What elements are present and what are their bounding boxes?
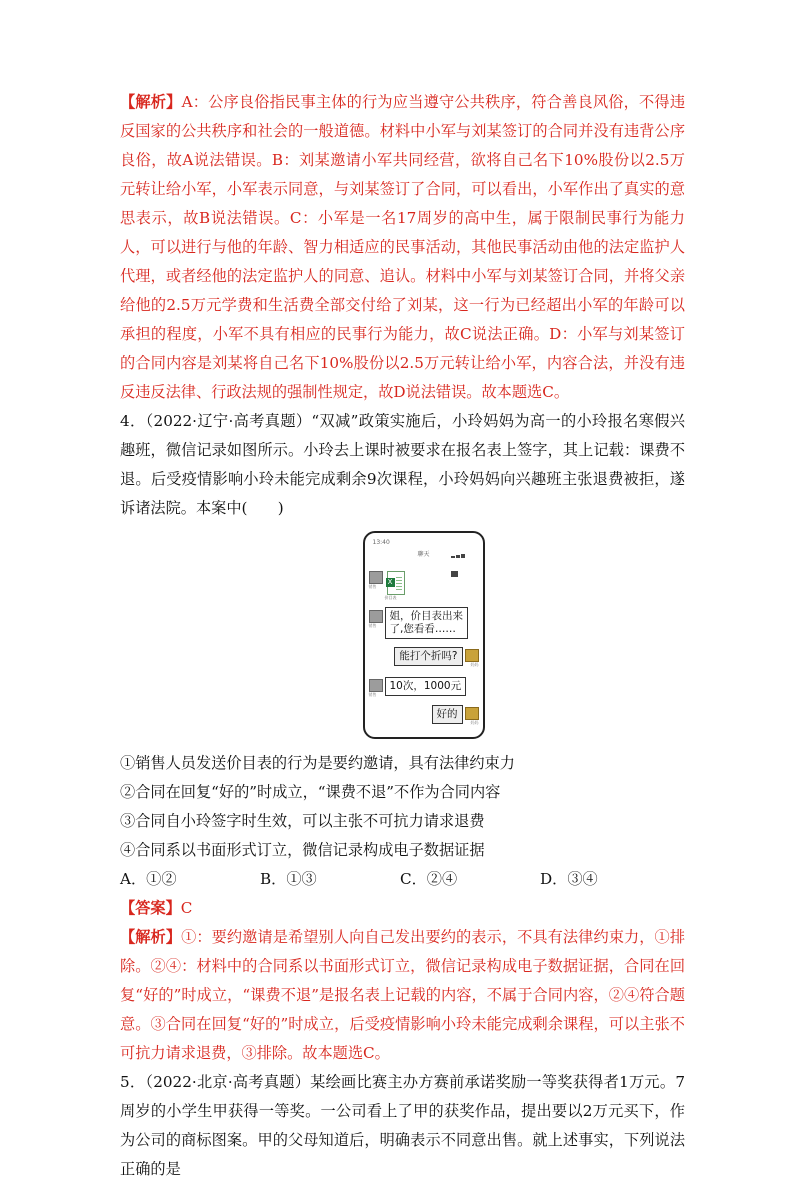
choice-c: C．②④ [400,870,458,888]
choice-a: A．①② [120,870,177,888]
statement: ②合同在回复“好的”时成立，“课费不退”不作为合同内容 [120,783,501,801]
contact-name: 销售 [368,623,377,628]
answer-value: C [180,899,193,917]
avatar [465,707,479,720]
avatar [465,649,479,662]
contact-name: 销售 [368,692,377,697]
chat-bubble: 能打个折吗? [394,647,462,666]
question-4-stem: 4．（2022·辽宁·高考真题）“双减”政策实施后，小玲妈妈为高一的小玲报名寒假兴趣班，微信记录如图所示。小玲去上课时被要求在报名表上签字，其上记载：课费不退。后受疫情影响小玲未能完成剩余9次课程，小玲妈妈向兴趣班主张退费被拒，遂诉诸法院。本案中( ) [120,412,685,517]
answer-tag: 【答案】 [120,899,181,917]
chat-title: 聊天 [417,551,430,558]
chat-bubble: 好的 [432,705,463,724]
question-5-stem: 5．（2022·北京·高考真题）某绘画比赛主办方赛前承诺奖励一等奖获得者1万元。7周岁的小学生甲获得一等奖。一公司看上了甲的获奖作品，提出要以2万元买下，作为公司的商标图案。甲的父母知道后，明确表示不同意出售。就上述事实，下列说法正确的是 [120,1073,685,1178]
answer-choices [120,865,685,894]
statement-list [120,749,685,865]
signal-icon [451,539,473,545]
file-name: 价目表 [384,595,397,600]
chat-bubble: 姐，价目表出来 了,您看看…… [385,607,469,639]
avatar [369,571,383,584]
q3-analysis [120,88,685,407]
analysis-text: A：公序良俗指民事主体的行为应当遵守公共秩序，符合善良风俗，不得违反国家的公共秩序和社会的一般道德。材料中小军与刘某签订的合同并没有违背公序良俗，故A说法错误。B：刘某邀请小军共同经营，欲将自己名下10%股份以2.5万元转让给小军，小军表示同意，与刘某签订了合同，可以看出，小军作出了真实的意思表示，故B说法错误。C：小军是一名17周岁的高中生，属于限制民事行为能力人，可以进行与他的年龄、智力相适应的民事活动，其他民事活动由他的法定监护人代理，或者经他的法定监护人的同意、追认。材料中小军与刘某签订合同，并将父亲给他的2.5万元学费和生活费全部交付给了刘某，这一行为已经超出小军的年龄可以承担的程度，小军不具有相应的民事行为能力，故C说法正确。D：小军与刘某签订的合同内容是刘某将自己名下10%股份以2.5万元转让给小军，内容合法，并没有违反违反法律、行政法规的强制性规定，故D说法错误。故本题选C。 [120,93,686,401]
q4-answer [120,894,685,923]
chat-bubble: 10次，1000元 [385,677,467,696]
choice-b: B．①③ [260,870,317,888]
statement: ③合同自小玲签字时生效，可以主张不可抗力请求退费 [120,812,485,830]
status-time: 13:40 [372,539,390,546]
avatar [369,610,383,623]
wechat-screenshot [363,531,485,739]
analysis-tag: 【解析】 [120,93,182,111]
choice-d: D．③④ [540,870,598,888]
excel-file-icon: X [387,571,405,595]
q4-analysis [120,923,685,1068]
me-name: 妈妈 [470,662,479,667]
analysis-tag: 【解析】 [120,928,182,946]
analysis-text: ①：要约邀请是希望别人向自己发出要约的表示，不具有法律约束力，①排除。②④：材料中的合同系以书面形式订立，微信记录构成电子数据证据，合同在回复“好的”时成立，“课费不退”是报名表上记载的内容，不属于合同内容，②④符合题意。③合同在回复“好的”时成立，后受疫情影响小玲未能完成剩余课程，可以主张不可抗力请求退费，③排除。故本题选C。 [120,928,686,1062]
me-name: 妈妈 [470,720,479,725]
avatar [369,679,383,692]
contact-name: 销售 [368,584,377,589]
statement: ④合同系以书面形式订立，微信记录构成电子数据证据 [120,841,485,859]
statement: ①销售人员发送价目表的行为是要约邀请，具有法律约束力 [120,754,515,772]
document-page [120,88,685,1184]
